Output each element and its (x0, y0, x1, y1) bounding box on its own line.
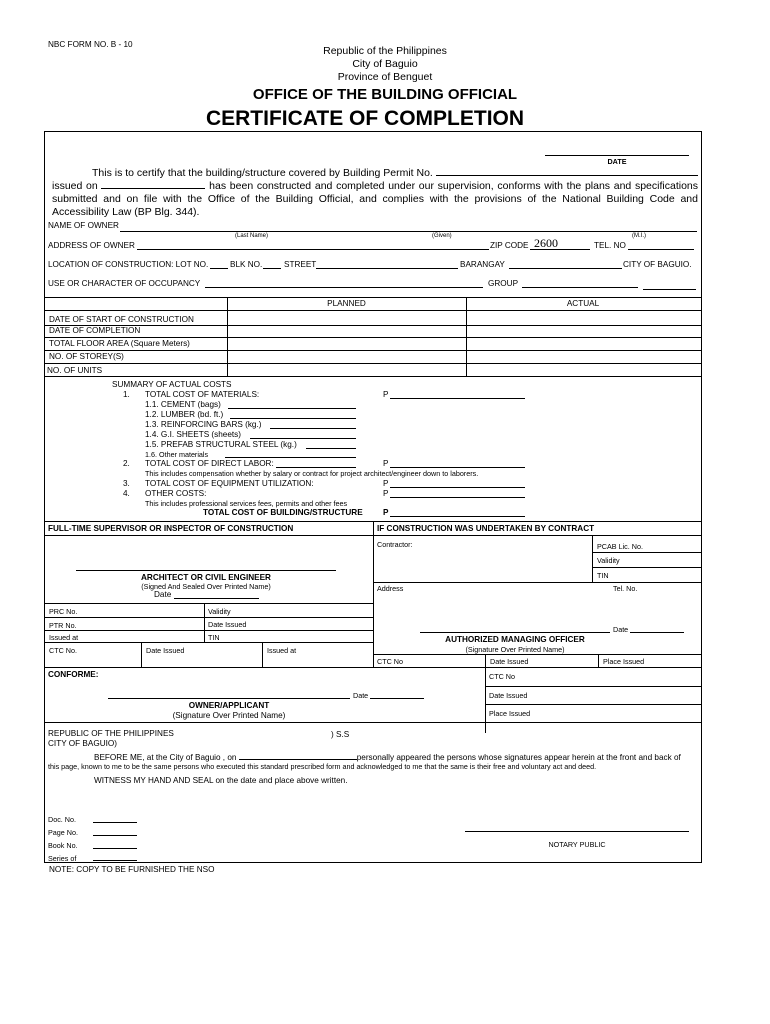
labor-label: TOTAL COST OF DIRECT LABOR: (145, 459, 274, 468)
page-title: CERTIFICATE OF COMPLETION (205, 107, 525, 130)
officer-date-label: Date (613, 625, 629, 634)
tel-label: TEL. NO (594, 241, 626, 250)
given-caption: (Given) (432, 233, 452, 239)
series-label: Series of (48, 854, 77, 863)
city-baguio: CITY OF BAGUIO) (48, 739, 117, 748)
engineer-ctc-place: Issued at (267, 646, 297, 655)
contractor-tin: TIN (597, 571, 609, 580)
location-label: LOCATION OF CONSTRUCTION: LOT NO. (48, 260, 209, 269)
item-rebar: 1.3. REINFORCING BARS (kg.) (145, 420, 262, 429)
gi-field[interactable] (250, 438, 356, 439)
equipment-field[interactable] (390, 487, 525, 488)
prc-label: PRC No. (49, 607, 78, 616)
cement-field[interactable] (228, 408, 356, 409)
ss-label: ) S.S (331, 730, 350, 739)
owner-address-label: ADDRESS OF OWNER (48, 241, 135, 250)
owner-name-label: NAME OF OWNER (48, 221, 119, 230)
row-date-completion: DATE OF COMPLETION (49, 326, 141, 335)
owner-place-issued: Place Issued (489, 709, 531, 718)
street-label: STREET (284, 260, 317, 269)
row-floor-area: TOTAL FLOOR AREA (Square Meters) (49, 339, 190, 348)
series-field[interactable] (93, 860, 137, 861)
issued-on-field[interactable] (101, 179, 205, 189)
row-storeys: NO. OF STOREY(S) (49, 352, 124, 361)
owner-signature-field[interactable] (108, 698, 350, 699)
lot-field[interactable] (210, 268, 228, 269)
item-lumber: 1.2. LUMBER (bd. ft.) (145, 410, 224, 419)
equipment-label: TOTAL COST OF EQUIPMENT UTILIZATION: (145, 479, 314, 488)
date-label: DATE (607, 157, 627, 166)
p-labor: P (383, 459, 389, 468)
barangay-label: BARANGAY (460, 260, 505, 269)
doc-no-field[interactable] (93, 822, 137, 823)
materials-label: TOTAL COST OF MATERIALS: (145, 390, 260, 399)
province-line: Province of Benguet (337, 71, 433, 83)
blk-label: BLK NO. (230, 260, 263, 269)
owner-applicant: OWNER/APPLICANT (188, 701, 270, 710)
engineer-title: ARCHITECT OR CIVIL ENGINEER (141, 573, 271, 582)
engineer-signature-field[interactable] (76, 570, 336, 571)
pcab-label: PCAB Lic. No. (597, 542, 643, 551)
labor-field[interactable] (390, 467, 525, 468)
engineer-date-label: Date (154, 590, 172, 599)
group-label: GROUP (488, 279, 519, 288)
total-field[interactable] (390, 516, 525, 517)
contract-header: IF CONSTRUCTION WAS UNDERTAKEN BY CONTRACT (377, 524, 595, 533)
officer-title: AUTHORIZED MANAGING OFFICER (445, 635, 585, 644)
notary-public: NOTARY PUBLIC (548, 840, 606, 849)
street-field[interactable] (316, 268, 458, 269)
tel-field[interactable] (628, 249, 694, 250)
city-line: City of Baguio (352, 58, 418, 70)
republic-line: Republic of the Philippines (323, 45, 447, 57)
actual-header: ACTUAL (566, 299, 600, 308)
page-no-label: Page No. (48, 828, 78, 837)
officer-sub: (Signature Over Printed Name) (465, 645, 565, 654)
item-cement: 1.1. CEMENT (bags) (145, 400, 221, 409)
lumber-field[interactable] (230, 418, 356, 419)
summary-costs: SUMMARY OF ACTUAL COSTS (112, 380, 232, 389)
item-gi-sheets: 1.4. G.I. SHEETS (sheets) (145, 430, 242, 439)
row-units: NO. OF UNITS (47, 366, 103, 375)
officer-ctc-date: Date Issued (490, 657, 529, 666)
blk-field[interactable] (263, 268, 281, 269)
page-no-field[interactable] (93, 835, 137, 836)
ptr-label: PTR No. (49, 621, 77, 630)
p-materials: P (383, 390, 389, 399)
materials-field[interactable] (390, 398, 525, 399)
labor-note: This includes compensation whether by salary or contract for project architect/engineer down to laborers. (145, 469, 479, 478)
other-label: OTHER COSTS: (145, 489, 207, 498)
num-4: 4. (123, 489, 130, 498)
conforme-label: CONFORME: (48, 670, 99, 679)
office-title: OFFICE OF THE BUILDING OFFICIAL (252, 86, 518, 103)
footer-note: NOTE: COPY TO BE FURNISHED THE NSO (49, 865, 215, 874)
engineer-date-field[interactable] (174, 598, 259, 599)
before-me: BEFORE ME, at the City of Baguio , on personally appeared the persons whose signatures appear herein at the front and back of (94, 753, 681, 762)
item-prefab: 1.5. PREFAB STRUCTURAL STEEL (kg.) (145, 440, 297, 449)
item-other: 1.6. Other materials (145, 450, 209, 459)
p-equipment: P (383, 479, 389, 488)
owner-date-issued: Date Issued (489, 691, 528, 700)
engineer-ctc-label: CTC No. (49, 646, 77, 655)
use-field[interactable] (205, 287, 483, 288)
officer-ctc-place: Place Issued (603, 657, 645, 666)
num-2: 2. (123, 459, 130, 468)
contractor-tel: Tel. No. (613, 584, 638, 593)
other-material-field[interactable] (225, 457, 356, 458)
republic-of-phil: REPUBLIC OF THE PHILIPPINES (48, 729, 174, 738)
engineer-sub: (Signed And Sealed Over Printed Name) (141, 582, 271, 591)
p-other: P (383, 489, 389, 498)
book-no-label: Book No. (48, 841, 78, 850)
supervisor-header: FULL-TIME SUPERVISOR OR INSPECTOR OF CONSTRUCTION (48, 524, 294, 533)
zip-value[interactable]: 2600 (534, 236, 558, 250)
last-name-caption: (Last Name) (235, 233, 269, 239)
other-field[interactable] (390, 497, 525, 498)
notary-date-field[interactable] (239, 751, 357, 760)
permit-no-field[interactable] (436, 166, 698, 176)
num-1: 1. (123, 390, 130, 399)
engineer-ctc-date: Date Issued (146, 646, 185, 655)
barangay-field[interactable] (509, 268, 622, 269)
contractor-address: Address (377, 584, 404, 593)
city-label: CITY OF BAGUIO. (623, 260, 692, 269)
group-field[interactable] (522, 287, 638, 288)
owner-date-label: Date (353, 691, 369, 700)
officer-signature-field[interactable] (420, 632, 610, 633)
issued-at-label: Issued at (49, 633, 79, 642)
intro-paragraph: issued on has been constructed and completed under our supervision, conforms with the plans and specifications submitted and on file with the Office of the Building Official, and complies with the provisions of the National Building Code and Accessibility Law (BP Blg. 344). (52, 180, 699, 218)
notary-signature-field[interactable] (465, 831, 689, 832)
row-start-construction: DATE OF START OF CONSTRUCTION (49, 315, 194, 324)
owner-address-field[interactable] (137, 249, 489, 250)
num-3: 3. (123, 479, 130, 488)
owner-date-field[interactable] (370, 698, 424, 699)
contractor-label: Contractor: (377, 540, 413, 549)
certify-line: This is to certify that the building/structure covered by Building Permit No. (92, 166, 698, 179)
owner-ctc: CTC No (489, 672, 515, 681)
owner-sub: (Signature Over Printed Name) (172, 711, 286, 720)
witness-text: WITNESS MY HAND AND SEAL on the date and place above written. (94, 776, 348, 785)
total-label: TOTAL COST OF BUILDING/STRUCTURE (203, 508, 363, 517)
rebar-field[interactable] (270, 428, 356, 429)
book-no-field[interactable] (93, 848, 137, 849)
use-label: USE OR CHARACTER OF OCCUPANCY (48, 279, 201, 288)
other-note: This includes professional services fees, permits and other fees (145, 499, 348, 508)
form-number: NBC FORM NO. B - 10 (48, 40, 133, 49)
prefab-field[interactable] (306, 448, 356, 449)
contractor-validity: Validity (597, 556, 620, 565)
planned-header: PLANNED (327, 299, 366, 308)
engineer-tin-label: TIN (208, 633, 220, 642)
owner-name-field[interactable] (120, 231, 697, 232)
zip-label: ZIP CODE (490, 241, 529, 250)
officer-ctc: CTC No (377, 657, 403, 666)
this-page-text: this page, known to me to be the same persons who executed this standard prescribed form and acknowledged to me that the same is their free and voluntary act and deed. (48, 762, 597, 771)
p-total: P (383, 508, 389, 517)
doc-no-label: Doc. No. (48, 815, 76, 824)
prc-validity-label: Validity (208, 607, 231, 616)
mi-caption: (M.I.) (632, 233, 646, 239)
ptr-date-issued: Date Issued (208, 620, 247, 629)
